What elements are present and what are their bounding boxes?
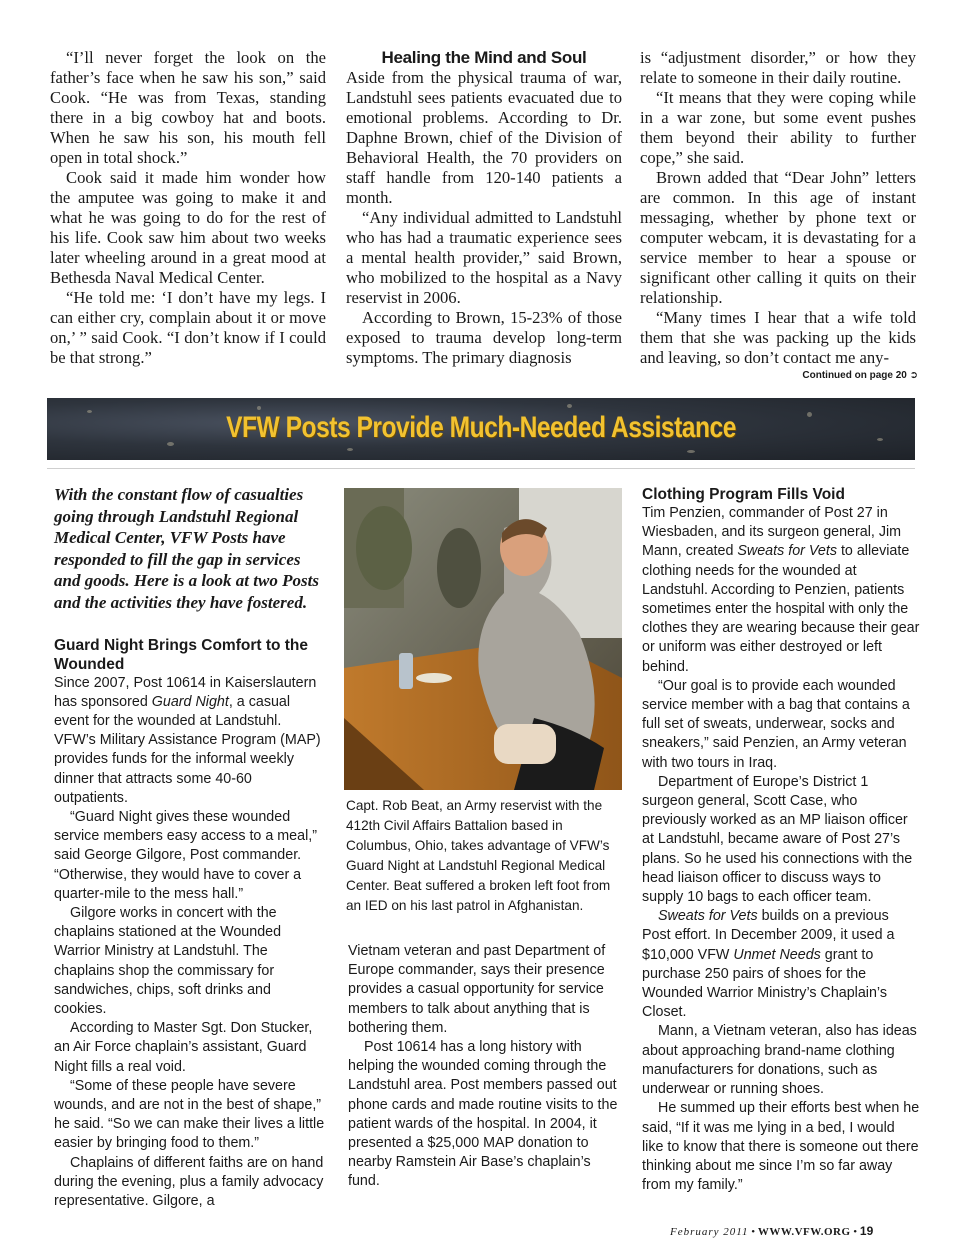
page-number: 19 [859,1224,874,1238]
continued-link[interactable]: Continued on page 20 ➲ [802,370,918,381]
article-banner [47,398,915,460]
paragraph: “Many times I hear that a wife told them that she was packing up the kids and leaving, so don’t contact me any- [640,308,916,367]
top-column-1 [50,48,326,368]
paragraph: He summed up their efforts best when he said, “If it was me lying in a bed, I would like to know that there is someone out there thinking about me since I’m so far away from my family.” [642,1100,920,1194]
paragraph: “Our goal is to provide each wounded service member with a bag that contains a full set of sweats, underwear, socks and sneakers,” said Penzien, an Army veteran with two tours in Iraq. [642,677,910,771]
right-lower-column [642,485,920,1195]
guard-night-heading: Guard Night Brings Comfort to the Wounded [54,636,309,673]
top-column-3 [640,48,916,368]
paragraph: “I’ll never forget the look on the father’s face when he saw his son,” said Cook. “He was from Texas, standing there in a big cowboy hat and boots. When he saw his son, his mouth fell open in total shock.” [50,48,326,167]
paragraph: Since 2007, Post 10614 in Kaiserslautern has sponsored Guard Night, a casual event for the wounded at Landstuhl. VFW’s Military Assistance Program (MAP) provides funds for the informal weekly dinner that attracts some 40-60 outpatients. [54,674,321,806]
photo-caption: Capt. Rob Beat, an Army reservist with the 412th Civil Affairs Battalion based in Columbus, Ohio, takes advantage of VFW’s Guard Night at Landstuhl Regional Medical Center. Beat suffered a broken left foot from an IED on his last patrol in Afghanistan. [346,798,611,913]
paragraph: Vietnam veteran and past Department of Europe commander, says their presence provides a casual opportunity for service members to talk about anything that is bothering them. [348,943,606,1036]
paragraph: “He told me: ‘I don’t have my legs. I can either cry, complain about it or move on,’ ” said Cook. “I don’t know if I could be that strong.” [50,288,326,367]
paragraph: “Some of these people have severe wounds, and are not in the best of shape,” he said. “So we can make their lives a little easier by bringing food to them.” [54,1077,325,1152]
page-footer [670,1224,873,1238]
issue-date: February 2011 [670,1226,749,1238]
paragraph: Tim Penzien, commander of Post 27 in Wiesbaden, and its surgeon general, Jim Mann, created Sweats for Vets to alleviate clothing needs for the wounded at Landstuhl. According to Penzien, patients sometimes enter the hospital with only the clothes they are wearing because their gear or uniform was either destroyed or left behind. [642,505,920,675]
paragraph: “It means that they were coping while in a war zone, but some event pushes them beyond their ability to further cope,” she said. [640,88,916,167]
website-link[interactable]: WWW.VFW.ORG [757,1226,851,1238]
guard-night-photo [344,488,622,790]
middle-lower-column [348,942,624,1192]
paragraph: Post 10614 has a long history with helping the wounded coming through the Landstuhl area. Post members passed out phone cards and made routine visits to the patient wards of the hospital. In 2004, it presented a $25,000 MAP donation to nearby Ramstein Air Base’s chaplain’s fund. [348,1039,618,1190]
clothing-program-heading: Clothing Program Fills Void [642,486,845,503]
paragraph: Gilgore works in concert with the chaplains stationed at the Wounded Warrior Ministry at Landstuhl. The chaplains shop the commissary for sandwiches, chips, soft drinks and cookies. [54,905,282,1018]
separator: • [751,1226,756,1238]
paragraph: Department of Europe’s District 1 surgeon general, Scott Case, who previously worked as an MP liaison officer at Landstuhl, became aware of Post 27’s plans. So he used his connections with the head liaison officer to discuss ways to supply 10 bags to each officer team. [642,773,913,906]
intro-text: With the constant flow of casualties going through Landstuhl Regional Medical Center, VFW Posts have responded to fill the gap in services and goods. Here is a look at two Posts and the activities they have fostered. [54,485,319,612]
paragraph: According to Master Sgt. Don Stucker, an Air Force chaplain’s assistant, Guard Night fills a real void. [54,1020,313,1075]
paragraph: Cook said it made him wonder how the amputee was going to make it and what he was going to do for the rest of his life. Cook saw him about two weeks later wheeling around in a great mood at Bethesda Naval Medical Center. [50,168,326,287]
banner-title: VFW Posts Provide Much-Needed Assistance [226,411,736,444]
divider [47,468,915,469]
separator: • [853,1226,858,1238]
paragraph: “Any individual admitted to Landstuhl who has had a traumatic experience sees a mental health provider,” said Brown, who mobilized to the hospital as a Navy reservist in 2006. [346,208,622,307]
paragraph: Chaplains of different faiths are on hand during the evening, plus a family advocacy representative. Gilgore, a [54,1154,324,1210]
paragraph: Aside from the physical trauma of war, Landstuhl sees patients evacuated due to emotional problems. According to Dr. Daphne Brown, chief of the Division of Behavioral Health, the 70 providers on staff handle from 120-140 patients a month. [346,68,622,207]
top-column-2 [346,48,622,368]
paragraph: is “adjustment disorder,” or how they relate to someone in their daily routine. [640,48,916,87]
paragraph: Mann, a Vietnam veteran, also has ideas about approaching brand-name clothing manufacturers for donations, such as underwear or running shoes. [642,1023,917,1098]
paragraph: Sweats for Vets builds on a previous Post effort. In December 2009, it used a $10,000 VFW Unmet Needs grant to purchase 250 pairs of shoes for the Wounded Warrior Ministry’s Chaplain’s Closet. [642,908,895,1021]
section-heading: Healing the Mind and Soul [381,48,587,67]
left-lower-column [54,484,326,1211]
paragraph: “Guard Night gives these wounded service members easy access to a meal,” said George Gilgore, Post commander. “Otherwise, they would have to cover a quarter-mile to the mess hall.” [54,808,317,902]
paragraph: According to Brown, 15-23% of those exposed to trauma develop long-term symptoms. The primary diagnosis [346,308,622,367]
paragraph: Brown added that “Dear John” letters are common. In this age of instant messaging, whether by phone text or computer webcam, it is devastating for a service member to hear a spouse or significant other calling it quits on their relationship. [640,168,916,307]
